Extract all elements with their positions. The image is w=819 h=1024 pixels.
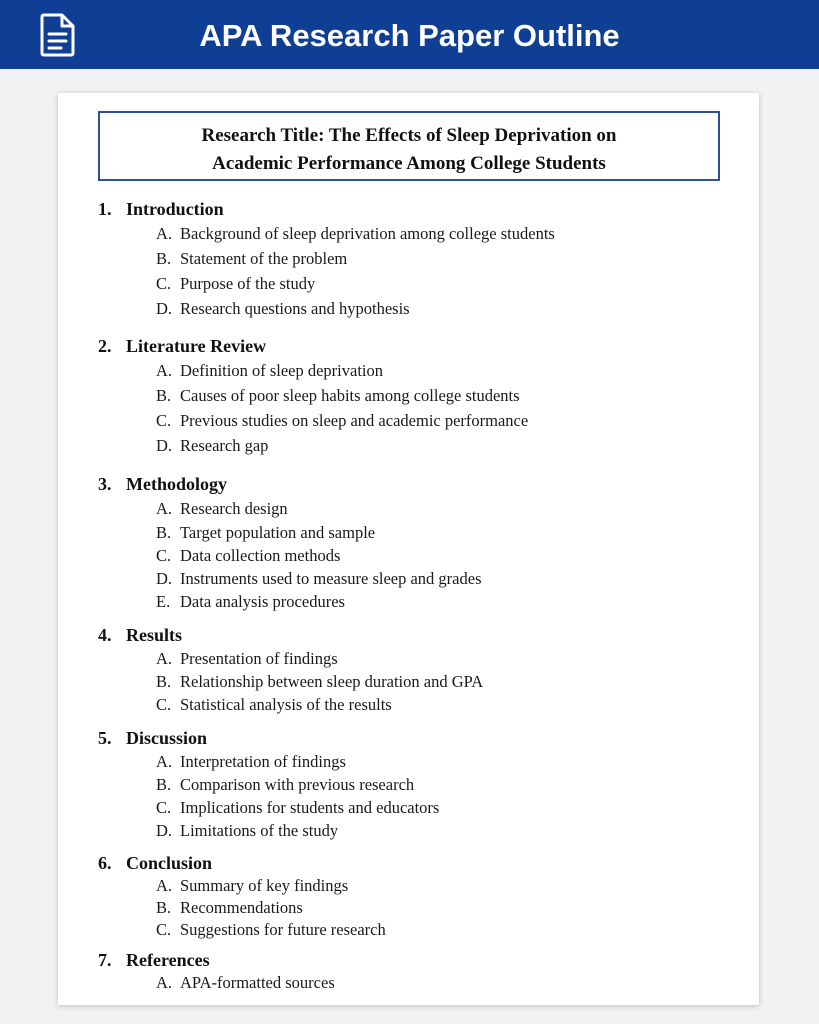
- item-text: Summary of key findings: [180, 876, 349, 895]
- outline-item: [98, 973, 335, 993]
- section-heading: [98, 728, 207, 749]
- section-heading: [98, 853, 212, 874]
- item-letter: C.: [156, 798, 172, 817]
- item-text: APA-formatted sources: [180, 973, 335, 992]
- item-letter: C.: [156, 920, 172, 939]
- section-number: 6.: [98, 853, 112, 873]
- item-letter: A.: [156, 361, 173, 380]
- item-text: Research design: [180, 499, 288, 518]
- outline-item: [98, 775, 414, 795]
- outline-item: [98, 499, 288, 519]
- item-letter: C.: [156, 411, 172, 430]
- section-title: Introduction: [126, 199, 224, 219]
- section-title: Conclusion: [126, 853, 213, 873]
- item-text: Implications for students and educators: [180, 798, 440, 817]
- item-text: Suggestions for future research: [180, 920, 386, 939]
- item-text: Purpose of the study: [180, 274, 316, 293]
- item-text: Statistical analysis of the results: [180, 695, 392, 714]
- item-letter: B.: [156, 672, 172, 691]
- section-number: 3.: [98, 474, 112, 494]
- item-letter: C.: [156, 695, 172, 714]
- outline-item: [98, 672, 483, 692]
- outline-item: [98, 569, 482, 589]
- section-title: Literature Review: [126, 336, 267, 356]
- item-text: Previous studies on sleep and academic performance: [180, 411, 529, 430]
- item-letter: B.: [156, 386, 172, 405]
- outline-item: [98, 898, 303, 918]
- section-title: Results: [126, 625, 183, 645]
- section-number: 7.: [98, 950, 112, 970]
- outline-item: [98, 299, 410, 319]
- item-letter: C.: [156, 274, 172, 293]
- section-title: Methodology: [126, 474, 227, 494]
- outline-item: [98, 649, 338, 669]
- item-letter: B.: [156, 249, 172, 268]
- outline-document: [58, 93, 759, 1005]
- outline-item: [98, 752, 346, 772]
- item-text: Relationship between sleep duration and GPA: [180, 672, 484, 691]
- item-text: Background of sleep deprivation among college students: [180, 224, 555, 243]
- item-text: Limitations of the study: [180, 821, 339, 840]
- item-letter: D.: [156, 436, 173, 455]
- item-letter: A.: [156, 752, 173, 771]
- item-text: Comparison with previous research: [180, 775, 415, 794]
- outline-item: [98, 361, 383, 381]
- header-bar: [0, 0, 819, 69]
- outline-item: [98, 411, 528, 431]
- section-number: 5.: [98, 728, 112, 748]
- item-letter: A.: [156, 499, 173, 518]
- outline-item: [98, 876, 348, 896]
- outline-item: [98, 274, 315, 294]
- item-text: Statement of the problem: [180, 249, 348, 268]
- research-title-line-1: Research Title: The Effects of Sleep Deprivation on: [201, 125, 617, 146]
- outline-item: [98, 592, 345, 612]
- research-title-line-2: Academic Performance Among College Students: [212, 153, 606, 174]
- outline-item: [98, 224, 555, 244]
- item-letter: B.: [156, 775, 172, 794]
- research-title-box: [98, 111, 720, 181]
- item-text: Research questions and hypothesis: [180, 299, 410, 318]
- outline-item: [98, 436, 268, 456]
- item-letter: D.: [156, 821, 173, 840]
- section-number: 4.: [98, 625, 112, 645]
- section-title: Discussion: [126, 728, 208, 748]
- outline-item: [98, 249, 347, 269]
- outline-item: [98, 695, 392, 715]
- section-title: References: [126, 950, 210, 970]
- item-letter: E.: [156, 592, 171, 611]
- outline-item: [98, 546, 340, 566]
- item-letter: D.: [156, 569, 173, 588]
- item-text: Interpretation of findings: [180, 752, 346, 771]
- item-text: Presentation of findings: [180, 649, 338, 668]
- outline-item: [98, 523, 375, 543]
- item-text: Target population and sample: [180, 523, 376, 542]
- outline-item: [98, 920, 386, 940]
- outline-item: [98, 386, 520, 406]
- section-heading: [98, 474, 227, 495]
- item-text: Causes of poor sleep habits among college students: [180, 386, 520, 405]
- section-heading: [98, 199, 224, 220]
- item-letter: A.: [156, 876, 173, 895]
- item-letter: D.: [156, 299, 173, 318]
- item-letter: C.: [156, 546, 172, 565]
- item-text: Recommendations: [180, 898, 303, 917]
- item-text: Definition of sleep deprivation: [180, 361, 383, 380]
- section-number: 1.: [98, 199, 112, 219]
- item-letter: A.: [156, 649, 173, 668]
- section-heading: [98, 625, 182, 646]
- item-text: Data analysis procedures: [180, 592, 345, 611]
- item-letter: A.: [156, 973, 173, 992]
- outline-item: [98, 821, 338, 841]
- item-letter: B.: [156, 898, 172, 917]
- item-text: Data collection methods: [180, 546, 341, 565]
- item-letter: A.: [156, 224, 173, 243]
- section-heading: [98, 950, 210, 971]
- item-text: Research gap: [180, 436, 269, 455]
- section-heading: [98, 336, 266, 357]
- outline-item: [98, 798, 439, 818]
- page-title: APA Research Paper Outline: [199, 18, 620, 53]
- section-number: 2.: [98, 336, 112, 356]
- item-text: Instruments used to measure sleep and grades: [180, 569, 482, 588]
- item-letter: B.: [156, 523, 172, 542]
